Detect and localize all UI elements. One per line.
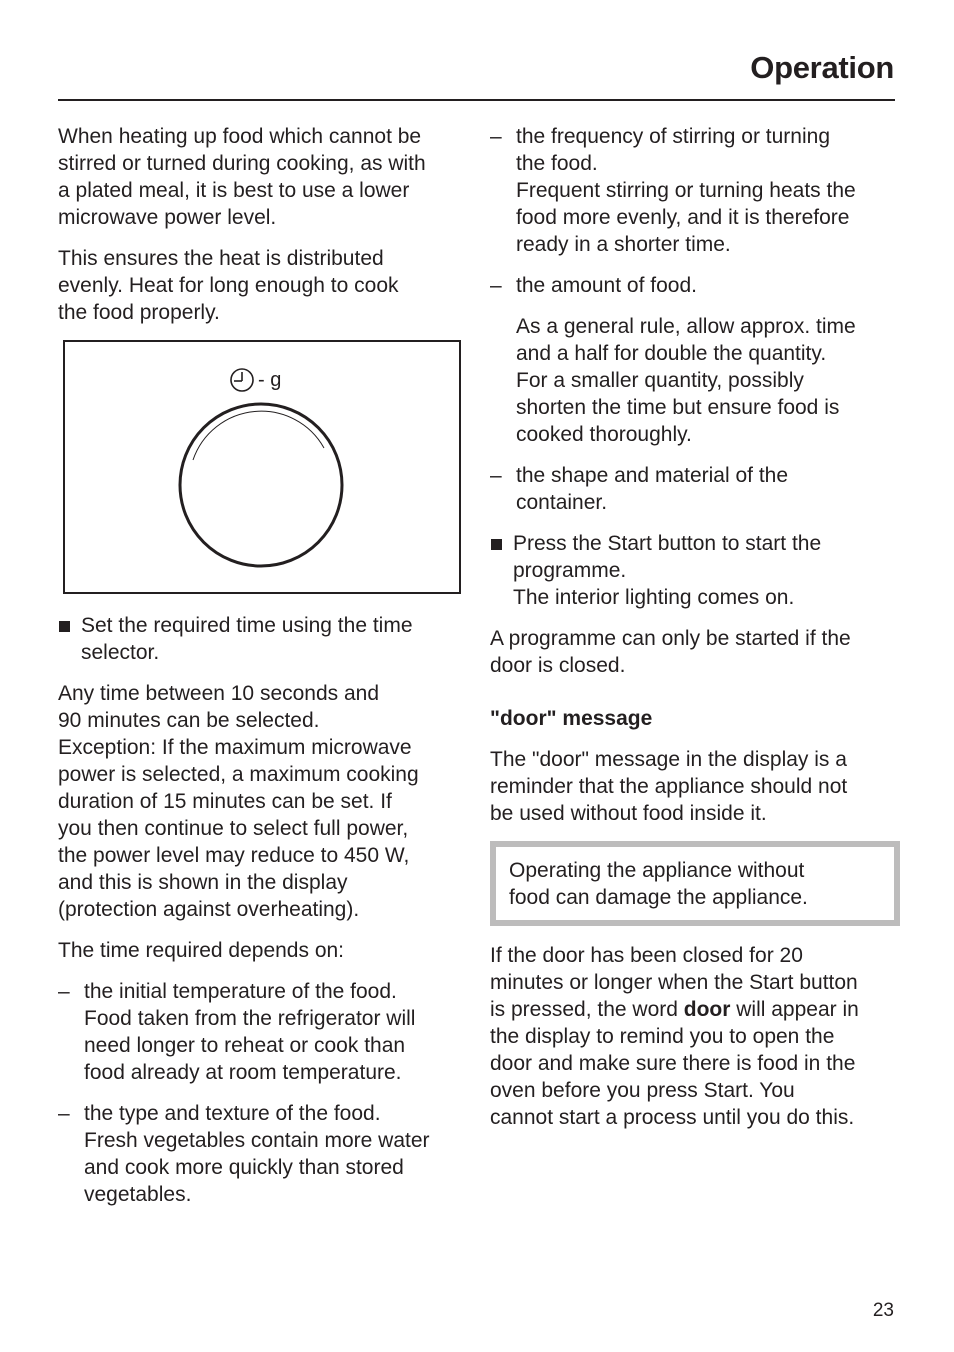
dash-item-temperature bbox=[58, 978, 468, 1086]
left-column bbox=[58, 123, 468, 1222]
door-message-description: The "door" message in the display is a reminder that the appliance should not be used without food inside it. bbox=[490, 748, 848, 825]
clock-icon bbox=[231, 369, 253, 391]
dash-marker: – bbox=[58, 1102, 70, 1125]
door-word: door bbox=[683, 998, 731, 1021]
selector-label: - g bbox=[258, 369, 282, 391]
page-title: Operation bbox=[750, 50, 894, 85]
dash-marker: – bbox=[58, 980, 70, 1003]
dash-item-frequency bbox=[490, 123, 900, 258]
intro-paragraph-2: This ensures the heat is distributed evenly. Heat for long enough to cook the food properly. bbox=[58, 247, 399, 324]
bullet-square-icon bbox=[491, 539, 502, 550]
time-selector-diagram bbox=[63, 340, 461, 594]
right-column bbox=[490, 123, 900, 1145]
time-selector-illustration bbox=[65, 342, 459, 592]
start-instruction-text: Press the Start button to start the programme. The interior lighting comes on. bbox=[513, 532, 822, 609]
page-number: 23 bbox=[872, 1300, 894, 1321]
dash-item-text: the shape and material of the container. bbox=[516, 464, 789, 514]
header-rule bbox=[58, 99, 895, 101]
amount-note: As a general rule, allow approx. time and a half for double the quantity. For a smaller quantity, possibly shorten the time but ensure food is cooked thoroughly. bbox=[516, 315, 856, 446]
dash-item-text: the type and texture of the food. Fresh vegetables contain more water and cook more quickly than stored vegetables. bbox=[84, 1102, 430, 1206]
start-note: A programme can only be started if the door is closed. bbox=[490, 627, 851, 677]
dash-item-text: the initial temperature of the food. Food taken from the refrigerator will need longer to reheat or cook than food already at room temperature. bbox=[84, 980, 416, 1084]
warning-box: Operating the appliance without food can damage the appliance. bbox=[490, 841, 900, 926]
intro-paragraph-1: When heating up food which cannot be stirred or turned during cooking, as with a plated meal, it is best to use a lower microwave power level. bbox=[58, 125, 426, 229]
set-time-text: Set the required time using the time selector. bbox=[81, 614, 413, 664]
dash-item-text: the amount of food. bbox=[516, 274, 697, 297]
door-closed-paragraph bbox=[490, 942, 900, 1131]
door-paragraph-end: will appear in the display to remind you to open the door and make sure there is food in the oven before you press Start. You cannot start a process until you do this. bbox=[490, 998, 859, 1129]
depends-on-paragraph: The time required depends on: bbox=[58, 939, 345, 962]
bullet-square-icon bbox=[59, 621, 70, 632]
dash-item-texture bbox=[58, 1100, 468, 1208]
dash-item-amount bbox=[490, 272, 900, 299]
time-selector-knob bbox=[180, 404, 342, 566]
door-message-heading: "door" message bbox=[490, 707, 653, 730]
dash-marker: – bbox=[490, 125, 502, 148]
door-paragraph-start: If the door has been closed for 20 minutes or longer when the Start button is pressed, the word bbox=[490, 944, 858, 1021]
dash-item-text: the frequency of stirring or turning the food. Frequent stirring or turning heats the food more evenly, and it is therefore ready in a shorter time. bbox=[516, 125, 856, 256]
dash-item-shape bbox=[490, 462, 900, 516]
dash-marker: – bbox=[490, 274, 502, 297]
dash-marker: – bbox=[490, 464, 502, 487]
set-time-instruction bbox=[58, 612, 468, 666]
start-instruction bbox=[490, 530, 900, 611]
time-range-paragraph: Any time between 10 seconds and 90 minutes can be selected. Exception: If the maximum microwave power is selected, a maximum cooking duration of 15 minutes can be set. If you then continue to select full power, the power level may reduce to 450 W, and this is shown in the display (protection against overheating). bbox=[58, 682, 419, 921]
